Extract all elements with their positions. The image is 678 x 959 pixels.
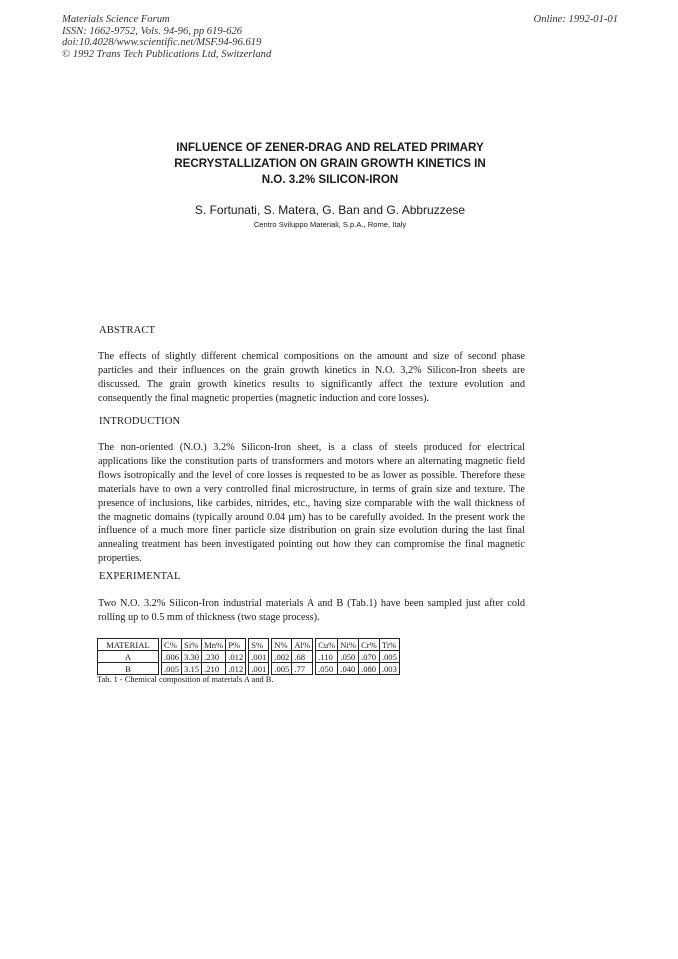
header-cell: Al% bbox=[292, 639, 313, 651]
header-cell: Si% bbox=[182, 639, 202, 651]
header-cell: N% bbox=[272, 639, 292, 651]
table-cell: .003 bbox=[379, 663, 399, 675]
paper-title bbox=[95, 140, 565, 188]
abstract-heading: ABSTRACT bbox=[99, 325, 156, 336]
copyright-line: © 1992 Trans Tech Publications Ltd, Switzerland bbox=[62, 48, 272, 60]
table-cell: .77 bbox=[292, 663, 313, 675]
table-cell: .050 bbox=[338, 651, 359, 663]
table-cell: .080 bbox=[359, 663, 380, 675]
header-cell: P% bbox=[226, 639, 246, 651]
table-cell: .68 bbox=[292, 651, 313, 663]
header-cell: C% bbox=[162, 639, 182, 651]
title-line-3: N.O. 3.2% SILICON-IRON bbox=[261, 173, 399, 186]
composition-table bbox=[97, 638, 400, 675]
table-cell: .070 bbox=[359, 651, 380, 663]
table-header-row bbox=[98, 639, 400, 651]
table-row bbox=[98, 651, 400, 663]
table-cell: .110 bbox=[316, 651, 338, 663]
table-cell: .005 bbox=[379, 651, 399, 663]
journal-name: Materials Science Forum bbox=[62, 14, 170, 25]
table-cell: 3.15 bbox=[182, 663, 202, 675]
table-cell: .210 bbox=[202, 663, 226, 675]
header-cell: S% bbox=[249, 639, 269, 651]
title-line-1: INFLUENCE OF ZENER-DRAG AND RELATED PRIMARY bbox=[176, 141, 484, 154]
table-cell: .012 bbox=[226, 651, 246, 663]
introduction-heading: INTRODUCTION bbox=[99, 416, 181, 427]
table-row bbox=[98, 663, 400, 675]
online-date: Online: 1992-01-01 bbox=[533, 14, 618, 25]
authors: S. Fortunati, S. Matera, G. Ban and G. Abbruzzese bbox=[194, 203, 466, 217]
doi-line: doi:10.4028/www.scientific.net/MSF.94-96.619 bbox=[62, 37, 262, 49]
introduction-text: The non-oriented (N.O.) 3.2% Silicon-Iron sheet, is a class of steels produced for electrical applications like the constitution parts of transformers and motors where an alternating magnetic field flows isotropically and the level of core losses is requested to be as lower as possible. Therefore these materials have to own a very controlled final microstructure, in terms of grain size and texture. The presence of inclusions, like carbides, nitrides, etc., having size comparable with the wall thickness of the magnetic domains (typically around 0.04 μm) has to be carefully avoided. In the present work the influence of a much more finer particle size distribution on grain size evolution during the last final annealing treatment has been investigated pointing out how they can compromise the final magnetic properties. bbox=[98, 442, 525, 565]
table-cell: .040 bbox=[338, 663, 359, 675]
title-line-2: RECRYSTALLIZATION ON GRAIN GROWTH KINETICS IN bbox=[174, 157, 486, 170]
table-cell: .230 bbox=[202, 651, 226, 663]
table-cell: 3.30 bbox=[182, 651, 202, 663]
issn-line: ISSN: 1662-9752, Vols. 94-96, pp 619-626 bbox=[62, 25, 243, 37]
abstract-text: The effects of slightly different chemical compositions on the amount and size of second phase particles and their influences on the grain growth kinetics in N.O. 3,2% Silicon-Iron sheets are discussed. The grain growth kinetics results to significantly affect the texture evolution and consequently the final magnetic properties (magnetic induction and core losses). bbox=[98, 351, 525, 404]
table-cell: .001 bbox=[249, 663, 269, 675]
experimental-text: Two N.O. 3.2% Silicon-Iron industrial materials A and B (Tab.1) have been sampled just after cold rolling up to 0.5 mm of thickness (two stage process). bbox=[98, 598, 525, 623]
header-cell: Mn% bbox=[202, 639, 226, 651]
table-cell: .005 bbox=[162, 663, 182, 675]
page-header bbox=[62, 14, 618, 60]
table-cell: A bbox=[98, 651, 159, 663]
experimental-heading: EXPERIMENTAL bbox=[99, 571, 181, 582]
header-cell: MATERIAL bbox=[98, 639, 159, 651]
header-cell: Cu% bbox=[316, 639, 338, 651]
header-cell: Ti% bbox=[379, 639, 399, 651]
table-cell: .050 bbox=[316, 663, 338, 675]
header-cell: Ni% bbox=[338, 639, 359, 651]
table-cell: B bbox=[98, 663, 159, 675]
table-cell: .012 bbox=[226, 663, 246, 675]
table-cell: .001 bbox=[249, 651, 269, 663]
table-caption: Tab. 1 - Chemical composition of materials A and B. bbox=[97, 675, 274, 684]
table-cell: .006 bbox=[162, 651, 182, 663]
table-cell: .002 bbox=[272, 651, 292, 663]
header-cell: Cr% bbox=[359, 639, 380, 651]
table-cell: .005 bbox=[272, 663, 292, 675]
affiliation: Centro Sviluppo Materiali, S.p.A., Rome, Italy bbox=[253, 220, 407, 229]
